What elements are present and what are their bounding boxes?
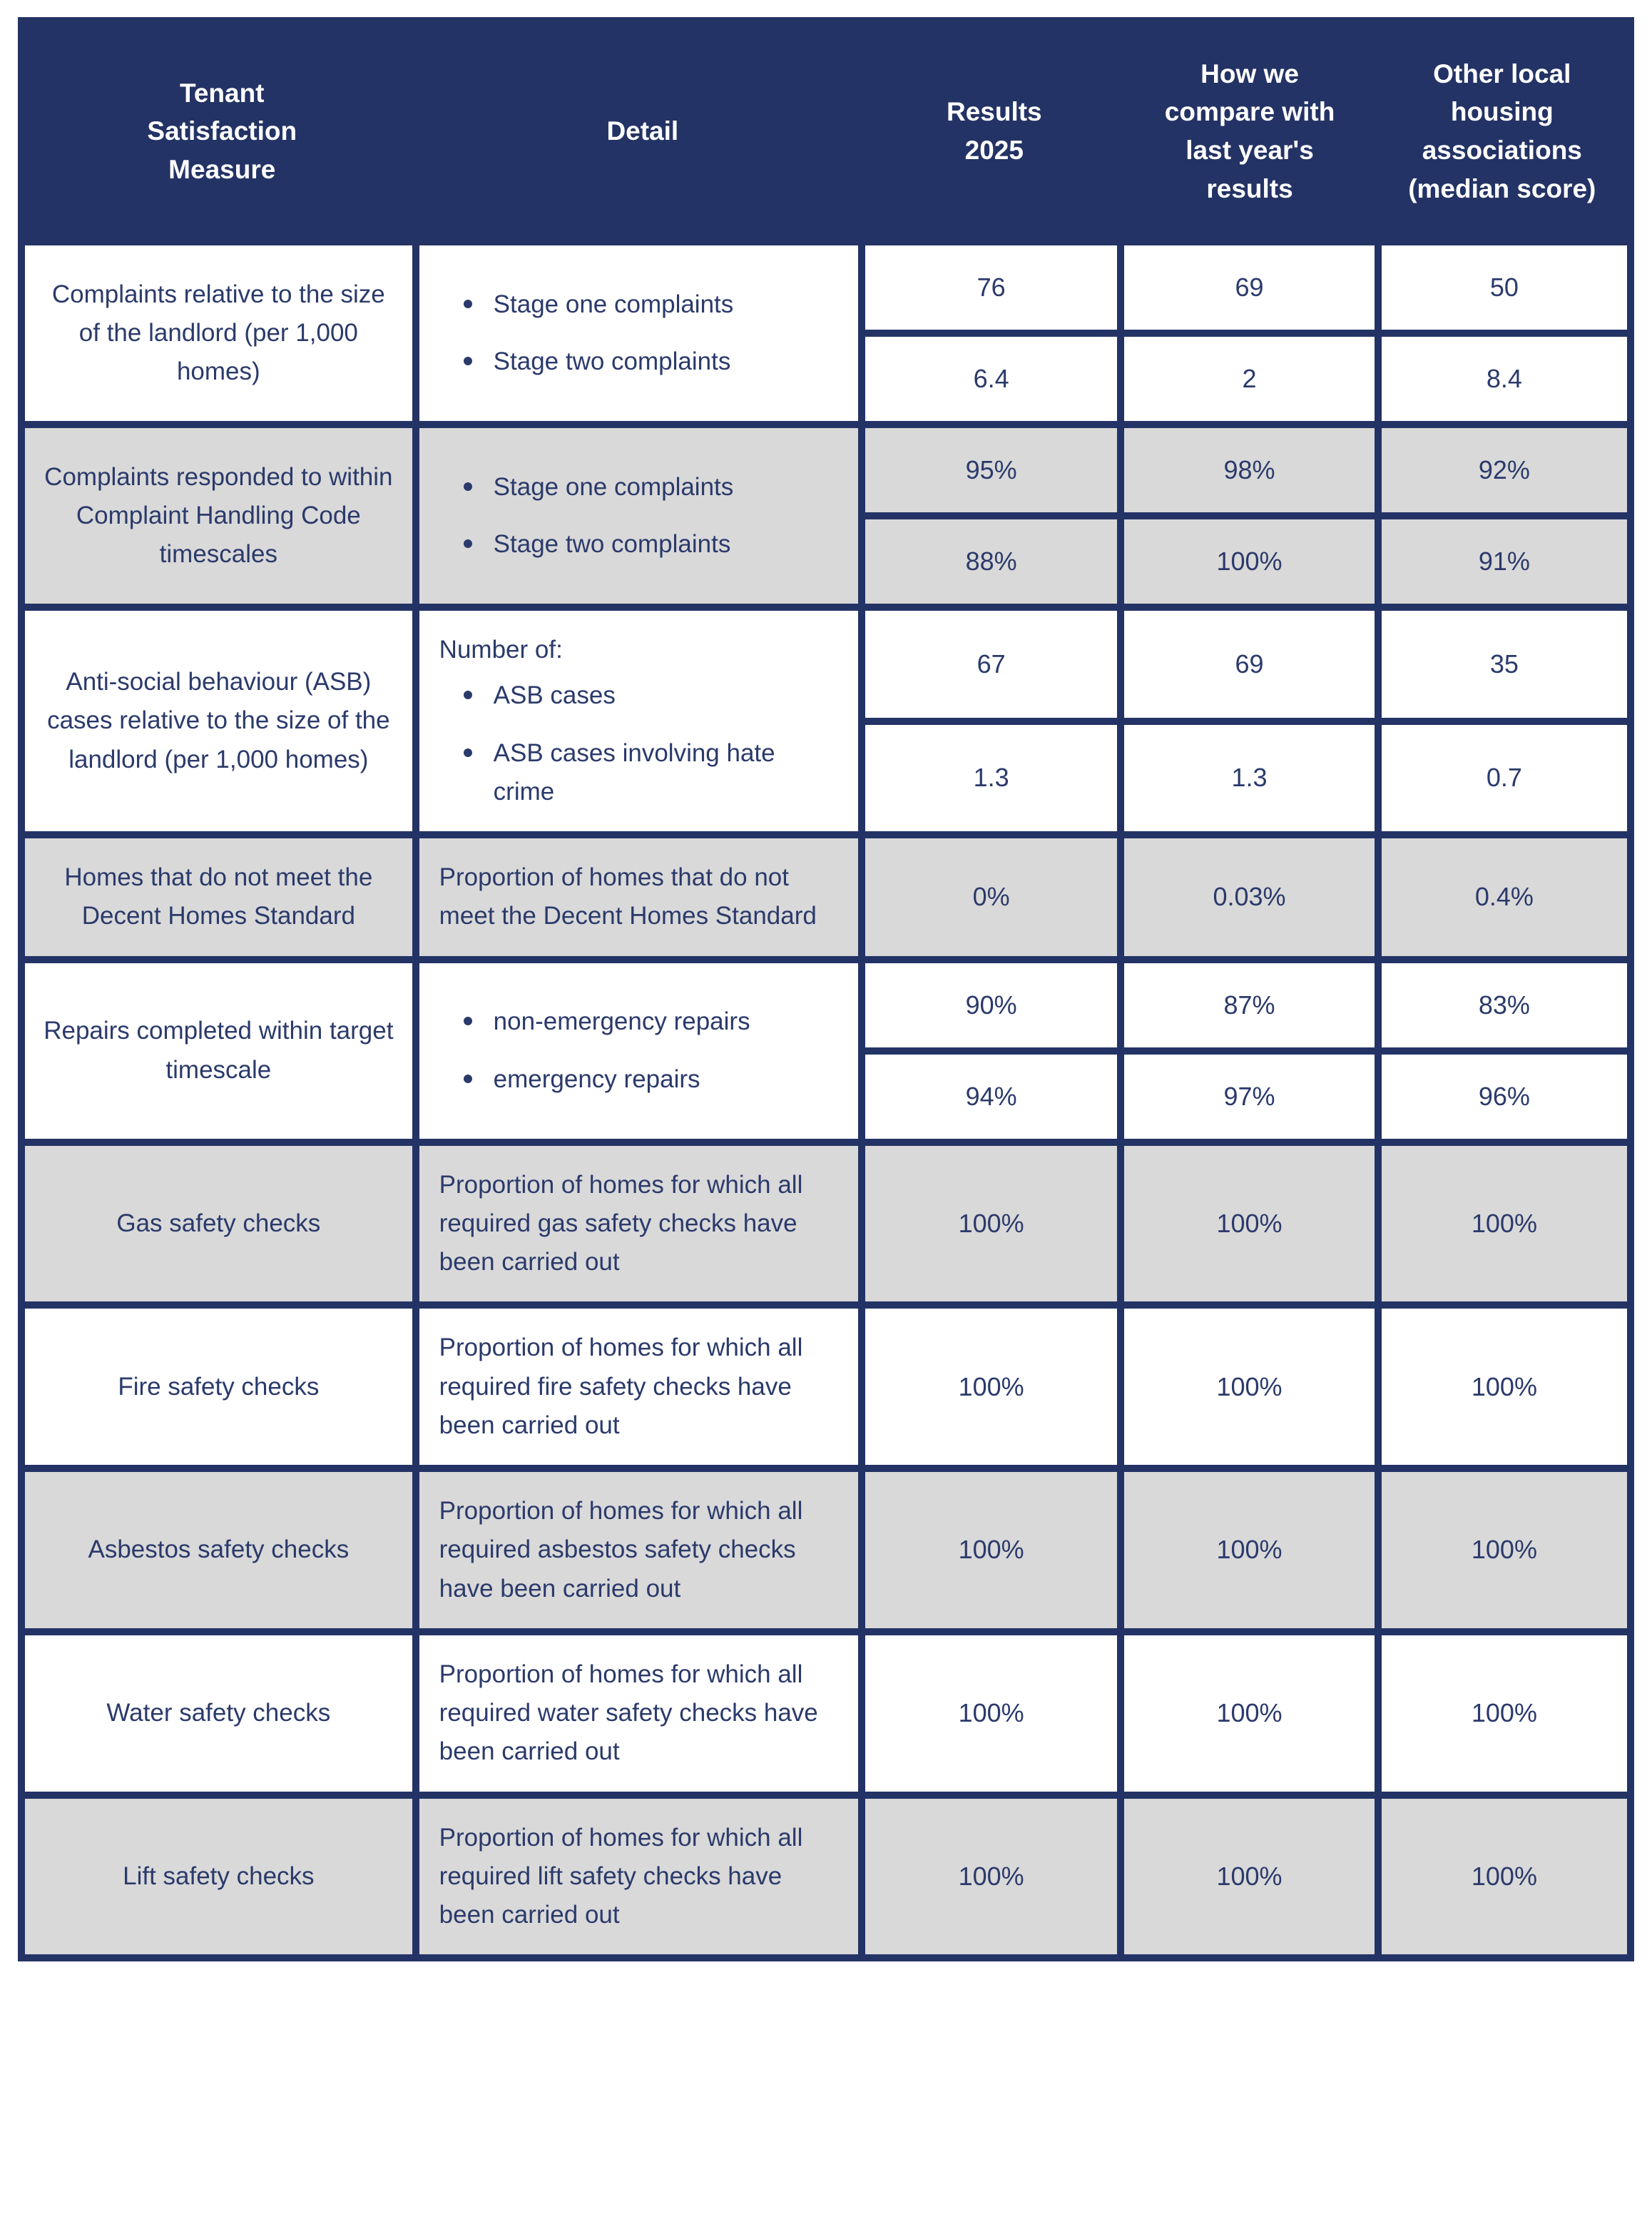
list-item [439,676,837,715]
value-cell: 67 [865,611,1117,718]
value-cell: 88% [865,519,1117,604]
value-cell: 35 [1382,611,1627,718]
header-measure-label: Tenant Satisfaction Measure [147,78,297,184]
bullet-label: emergency repairs [493,1065,700,1093]
table-row-group [25,1635,1627,1792]
table-row-group [25,1472,1627,1628]
value-cell: 91% [1382,519,1627,604]
value-cell: 50 [1382,245,1627,330]
list-item [439,342,837,381]
list-item [439,468,837,507]
table-row-group [25,611,1627,831]
header-detail [419,105,867,158]
bullet-label: Stage one complaints [493,472,734,501]
bullet-icon [464,482,472,491]
value-cell: 100% [1382,1635,1627,1792]
measure-cell: Anti-social behaviour (ASB) cases relative to the size of the landlord (per 1,000 homes) [25,611,412,831]
detail-cell [419,1309,858,1465]
detail-bullet-list [439,285,837,382]
value-cell: 0.03% [1124,838,1375,956]
detail-bullet-list [439,1002,837,1099]
value-cell: 100% [1124,1799,1375,1955]
detail-text: Proportion of homes that do not meet the Decent Homes Standard [439,863,817,930]
bullet-icon [464,748,472,757]
detail-text: Proportion of homes for which all required gas safety checks have been carried out [439,1170,803,1276]
bullet-icon [464,539,472,548]
table-row-group [25,963,1627,1139]
measure-cell: Asbestos safety checks [25,1472,412,1628]
bullet-icon [464,691,472,699]
list-item [439,525,837,564]
table-row-group [25,1146,1627,1302]
header-other-associations-label: Other local housing associations (median score) [1408,59,1596,203]
detail-cell [419,1799,858,1955]
table-row-group [25,245,1627,421]
bullet-label: Stage one complaints [493,290,734,318]
detail-text: Proportion of homes for which all required lift safety checks have been carried out [439,1823,803,1929]
value-cell: 69 [1124,245,1375,330]
header-results-2025 [866,86,1122,176]
table-row-group [25,428,1627,604]
list-item [439,285,837,324]
value-cell: 1.3 [1124,725,1375,832]
table-row-group [25,838,1627,956]
detail-cell [419,245,858,421]
bullet-icon [464,1017,472,1025]
value-cell: 100% [1124,1635,1375,1792]
bullet-label: ASB cases involving hate crime [493,738,775,806]
value-cell: 100% [1124,1472,1375,1628]
value-cell: 2 [1124,337,1375,421]
value-cell: 6.4 [865,337,1117,421]
measure-cell: Gas safety checks [25,1146,412,1302]
value-cell: 100% [865,1472,1117,1628]
value-cell: 92% [1382,428,1627,512]
measure-cell: Fire safety checks [25,1309,412,1465]
measure-cell: Water safety checks [25,1635,412,1792]
detail-text: Proportion of homes for which all required water safety checks have been carried out [439,1660,818,1766]
measure-cell: Lift safety checks [25,1799,412,1955]
detail-cell [419,428,858,604]
value-cell: 96% [1382,1055,1627,1139]
header-measure [25,67,419,196]
table-row-group [25,1799,1627,1955]
value-cell: 100% [865,1146,1117,1302]
table-header-row [25,24,1627,238]
bullet-label: Stage two complaints [493,347,731,375]
detail-bullet-list [439,676,837,811]
measure-cell: Complaints responded to within Complaint Handling Code timescales [25,428,412,604]
detail-cell [419,838,858,956]
bullet-label: non-emergency repairs [493,1007,750,1036]
header-other-associations [1377,48,1627,215]
detail-text: Proportion of homes for which all required fire safety checks have been carried out [439,1334,803,1439]
value-cell: 95% [865,428,1117,512]
detail-text: Proportion of homes for which all required asbestos safety checks have been carried out [439,1497,803,1603]
value-cell: 8.4 [1382,337,1627,421]
value-cell: 90% [865,963,1117,1047]
detail-bullet-list [439,468,837,564]
value-cell: 100% [1382,1472,1627,1628]
value-cell: 100% [865,1799,1117,1955]
measure-cell: Complaints relative to the size of the landlord (per 1,000 homes) [25,245,412,421]
bullet-label: Stage two complaints [493,530,731,558]
value-cell: 100% [1124,1146,1375,1302]
value-cell: 100% [1382,1146,1627,1302]
detail-cell [419,1635,858,1792]
value-cell: 100% [865,1635,1117,1792]
detail-cell [419,611,858,831]
tenant-satisfaction-table [18,17,1634,1961]
value-cell: 69 [1124,611,1375,718]
table-row-group [25,1309,1627,1465]
detail-cell [419,963,858,1139]
detail-cell [419,1146,858,1302]
list-item [439,1060,837,1099]
bullet-label: ASB cases [493,681,616,710]
list-item [439,1002,837,1041]
header-compare-last-year [1123,48,1377,215]
header-detail-label: Detail [606,116,679,146]
value-cell: 98% [1124,428,1375,512]
value-cell: 83% [1382,963,1627,1047]
value-cell: 100% [1382,1799,1627,1955]
detail-cell [419,1472,858,1628]
detail-intro: Number of: [439,636,563,664]
header-results-2025-label: Results 2025 [946,97,1042,165]
list-item [439,734,837,812]
measure-cell: Homes that do not meet the Decent Homes Standard [25,838,412,956]
value-cell: 97% [1124,1055,1375,1139]
measure-cell: Repairs completed within target timescale [25,963,412,1139]
value-cell: 94% [865,1055,1117,1139]
value-cell: 100% [1124,519,1375,604]
bullet-icon [464,1075,472,1083]
value-cell: 87% [1124,963,1375,1047]
value-cell: 0.7 [1382,725,1627,832]
bullet-icon [464,357,472,365]
value-cell: 0.4% [1382,838,1627,956]
value-cell: 1.3 [865,725,1117,832]
header-compare-last-year-label: How we compare with last year's results [1164,59,1335,203]
value-cell: 76 [865,245,1117,330]
value-cell: 100% [1382,1309,1627,1465]
value-cell: 100% [865,1309,1117,1465]
value-cell: 100% [1124,1309,1375,1465]
bullet-icon [464,300,472,308]
value-cell: 0% [865,838,1117,956]
